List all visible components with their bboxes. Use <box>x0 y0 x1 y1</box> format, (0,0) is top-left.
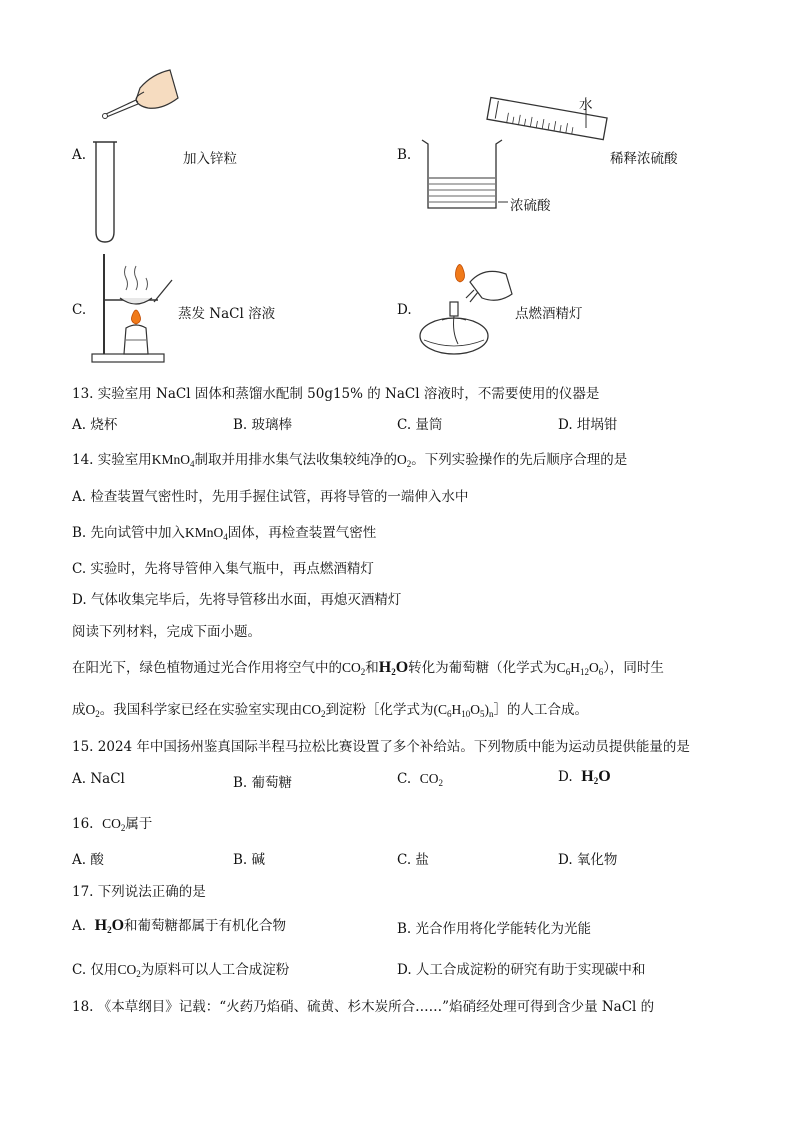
q15-option-b: B. 葡萄糖 <box>233 775 293 791</box>
co2-sub-q15: 2 <box>438 778 443 788</box>
q16-stem-pre: 16. <box>72 816 94 832</box>
material-p1-b: 和 <box>365 660 379 676</box>
option-a-letter: A. <box>72 147 87 163</box>
h2o-h-q17: H <box>94 917 108 934</box>
h2o-o-q17: O <box>111 917 125 934</box>
q13-option-d: D. 坩埚钳 <box>558 417 618 433</box>
kmno4-text: KMnO <box>151 452 191 467</box>
co2-text-q16: CO <box>102 816 121 831</box>
q13-option-b: B. 玻璃棒 <box>233 417 293 433</box>
glucose-h: H <box>570 660 580 675</box>
option-d-letter: D. <box>397 302 412 318</box>
material-intro: 阅读下列材料，完成下面小题。 <box>72 624 261 640</box>
material-p2-a: 成 <box>72 702 86 718</box>
co2-sub-q16: 2 <box>120 823 126 833</box>
q14-option-a: A. 检查装置气密性时，先用手握住试管，再将导管的一端伸入水中 <box>72 489 469 505</box>
q14-stem-mid: 制取并用排水集气法收集较纯净的 <box>194 452 398 468</box>
glucose-o: O <box>588 660 599 675</box>
starch-h-sub: 10 <box>461 709 471 719</box>
test-tube-zinc-figure <box>92 68 182 243</box>
glucose-formula <box>557 660 604 675</box>
starch-o: O <box>470 702 481 717</box>
q15-option-d-letter: D. <box>558 769 573 785</box>
q17-option-c-post: 为原料可以人工合成淀粉 <box>140 962 290 978</box>
co2-text-2: CO <box>302 702 322 717</box>
q17-option-c-pre: C. 仅用 <box>72 962 118 978</box>
option-c-letter: C. <box>72 302 87 318</box>
q17-option-c <box>72 958 289 979</box>
h2o-h: H <box>378 659 392 676</box>
h2o-o-q15: O <box>598 768 611 785</box>
option-b-letter: B. <box>397 147 412 163</box>
q17-option-b: B. 光合作用将化学能转化为光能 <box>397 921 592 937</box>
co2-formula-q15 <box>420 771 443 786</box>
starch-n-sub: n <box>489 709 494 719</box>
co2-sub: 2 <box>360 667 366 677</box>
q16-stem-post: 属于 <box>125 816 153 832</box>
o2-formula-2 <box>86 702 100 717</box>
co2-formula-2 <box>302 702 325 717</box>
starch-h: H <box>451 702 462 717</box>
q17-option-a-text: 和葡萄糖都属于有机化合物 <box>124 918 287 934</box>
water-label: 水 <box>579 97 593 113</box>
q14-stem-pre: 14. 实验室用 <box>72 452 152 468</box>
starch-c-sub: 6 <box>447 709 452 719</box>
h2o-sub-q15: 2 <box>593 776 599 786</box>
q15-option-a: A. NaCl <box>72 771 125 787</box>
material-p2-c: 到淀粉［化学式为 <box>325 702 434 718</box>
co2-sub-q17: 2 <box>136 969 141 979</box>
material-p1-d: ），同时生 <box>603 660 664 676</box>
co2-formula <box>342 660 365 675</box>
starch-close: ) <box>484 702 490 717</box>
co2-text: CO <box>342 660 361 675</box>
conc-acid-label: 浓硫酸 <box>510 198 551 214</box>
q18-stem: 18. 《本草纲目》记载：“火药乃焰硝、硫黄、杉木炭所合……”焰硝经处理可得到含少量 NaCl 的 <box>72 999 655 1015</box>
q15-stem: 15. 2024 年中国扬州鉴真国际半程马拉松比赛设置了多个补给站。下列物质中能为运动员提供能量的是 <box>72 739 690 755</box>
q16-option-c: C. 盐 <box>397 852 429 868</box>
o2-text-2: O <box>85 702 96 717</box>
q17-option-a-letter: A. <box>72 918 87 934</box>
glucose-c-sub: 6 <box>565 667 571 677</box>
option-d-label: 点燃酒精灯 <box>515 306 583 322</box>
kmno4-formula <box>152 452 195 467</box>
q14-option-b <box>72 521 376 542</box>
q14-option-b-pre: B. 先向试管中加入 <box>72 525 186 541</box>
h2o-h-q15: H <box>581 768 594 785</box>
q14-stem-post: 。下列实验操作的先后顺序合理的是 <box>411 452 628 468</box>
q15-option-c <box>397 771 443 788</box>
kmno4-sub: 4 <box>190 459 195 469</box>
starch-o-sub: 5 <box>480 709 485 719</box>
evaporation-figure <box>90 250 180 365</box>
q14-stem <box>72 448 627 469</box>
co2-formula-q17 <box>117 962 140 977</box>
o2-text: O <box>397 452 407 467</box>
glucose-o-sub: 6 <box>598 667 604 677</box>
o2-sub-2: 2 <box>95 709 100 719</box>
material-line-1 <box>72 656 664 677</box>
option-c-label: 蒸发 NaCl 溶液 <box>178 306 276 322</box>
h2o-sub: 2 <box>391 667 396 677</box>
h2o-formula <box>379 659 408 676</box>
q15-option-d <box>558 768 611 786</box>
starch-c: (C <box>433 702 448 717</box>
q17-stem: 17. 下列说法正确的是 <box>72 884 206 900</box>
material-p1-a: 在阳光下，绿色植物通过光合作用将空气中的 <box>72 660 342 676</box>
option-a-label: 加入锌粒 <box>183 151 237 167</box>
q14-option-b-post: 固体，再检查装置气密性 <box>227 525 377 541</box>
h2o-formula-q15 <box>581 768 610 785</box>
kmno4-text-b: KMnO <box>185 525 224 540</box>
option-b-label: 稀释浓硫酸 <box>610 151 678 167</box>
glucose-h-sub: 12 <box>579 667 589 677</box>
q13-option-c: C. 量筒 <box>397 417 443 433</box>
material-line-2 <box>72 698 588 719</box>
co2-text-q17: CO <box>117 962 137 977</box>
material-p2-b: 。我国科学家已经在实验室实现由 <box>99 702 303 718</box>
h2o-sub-q17: 2 <box>107 925 112 935</box>
kmno4-sub-b: 4 <box>223 532 228 542</box>
material-p2-d: ］的人工合成。 <box>493 702 589 718</box>
q14-option-d: D. 气体收集完毕后，先将导管移出水面，再熄灭酒精灯 <box>72 592 402 608</box>
h2o-o: O <box>395 659 409 676</box>
q16-option-d: D. 氧化物 <box>558 852 618 868</box>
kmno4-formula-b <box>185 525 228 540</box>
q16-stem <box>72 812 152 833</box>
glucose-c: C <box>556 660 566 675</box>
o2-formula <box>397 452 411 467</box>
q16-option-a: A. 酸 <box>72 852 104 868</box>
q13-stem: 13. 实验室用 NaCl 固体和蒸馏水配制 50g15% 的 NaCl 溶液时，不需要使用的仪器是 <box>72 386 600 402</box>
q17-option-d: D. 人工合成淀粉的研究有助于实现碳中和 <box>397 962 646 978</box>
co2-formula-q16 <box>102 816 125 831</box>
q13-option-a: A. 烧杯 <box>72 417 118 433</box>
lamp-lighting-figure <box>414 260 514 360</box>
o2-sub: 2 <box>406 459 412 469</box>
h2o-formula-q17 <box>95 917 124 934</box>
co2-sub-2: 2 <box>321 709 326 719</box>
q16-option-b: B. 碱 <box>233 852 266 868</box>
starch-formula <box>434 702 494 717</box>
material-p1-c: 转化为葡萄糖（化学式为 <box>408 660 557 676</box>
q15-option-c-letter: C. <box>397 771 412 787</box>
q14-option-c: C. 实验时，先将导管伸入集气瓶中，再点燃酒精灯 <box>72 561 374 577</box>
co2-text-q15: CO <box>419 771 439 786</box>
q17-option-a <box>72 914 286 935</box>
